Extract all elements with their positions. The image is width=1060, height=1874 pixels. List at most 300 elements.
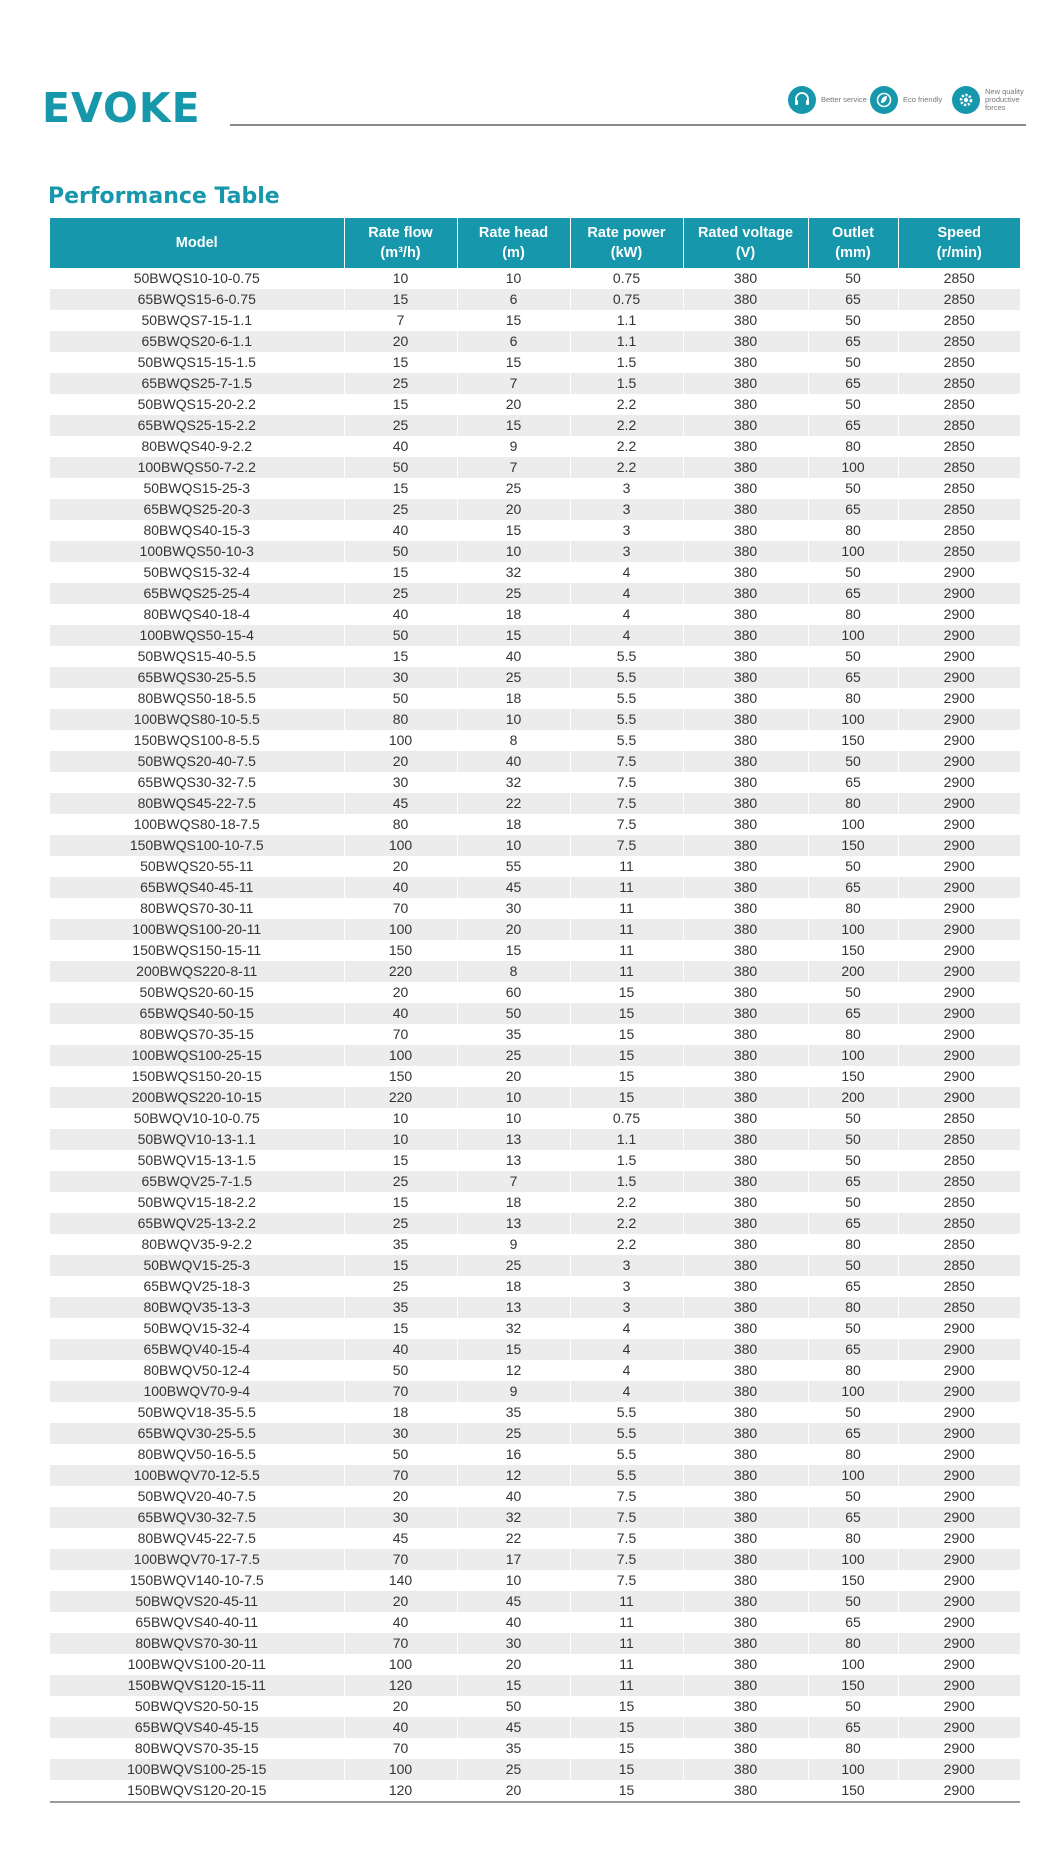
table-row	[50, 961, 1020, 982]
cell-rate-flow: 15	[344, 394, 457, 415]
cell-rated-voltage: 380	[683, 394, 808, 415]
cell-model: 50BWQV15-25-3	[50, 1255, 344, 1276]
cell-rate-flow: 70	[344, 1381, 457, 1402]
cell-rate-head: 55	[457, 856, 570, 877]
header-label: Speed	[937, 225, 981, 241]
cell-rate-power: 2.2	[570, 436, 683, 457]
cell-rate-head: 18	[457, 688, 570, 709]
cell-outlet: 100	[808, 625, 898, 646]
header-speed	[898, 218, 1020, 268]
feature-label: New quality productive forces	[985, 87, 1024, 112]
cell-rate-head: 25	[457, 1045, 570, 1066]
cell-rated-voltage: 380	[683, 1633, 808, 1654]
cell-rate-head: 50	[457, 1696, 570, 1717]
cell-rate-power: 3	[570, 1255, 683, 1276]
cell-rated-voltage: 380	[683, 331, 808, 352]
cell-rate-power: 11	[570, 940, 683, 961]
cell-speed: 2900	[898, 1591, 1020, 1612]
table-row	[50, 1192, 1020, 1213]
cell-rated-voltage: 380	[683, 289, 808, 310]
cell-outlet: 200	[808, 1087, 898, 1108]
cell-rate-power: 2.2	[570, 1192, 683, 1213]
cell-rated-voltage: 380	[683, 940, 808, 961]
cell-rated-voltage: 380	[683, 835, 808, 856]
cell-rate-head: 18	[457, 1276, 570, 1297]
cell-rate-head: 8	[457, 730, 570, 751]
table-row	[50, 1024, 1020, 1045]
cell-rate-power: 5.5	[570, 709, 683, 730]
cell-speed: 2900	[898, 856, 1020, 877]
cell-outlet: 50	[808, 352, 898, 373]
cell-rate-flow: 40	[344, 1612, 457, 1633]
cell-rate-flow: 100	[344, 1654, 457, 1675]
cell-rate-flow: 15	[344, 1255, 457, 1276]
cell-model: 65BWQV25-13-2.2	[50, 1213, 344, 1234]
header-label: Rate head	[478, 225, 549, 241]
cell-rate-power: 5.5	[570, 667, 683, 688]
cell-rate-head: 25	[457, 1423, 570, 1444]
cell-rate-head: 20	[457, 499, 570, 520]
cell-rated-voltage: 380	[683, 625, 808, 646]
cell-rate-flow: 20	[344, 1591, 457, 1612]
cell-speed: 2900	[898, 730, 1020, 751]
table-row	[50, 1654, 1020, 1675]
cell-model: 50BWQVS20-45-11	[50, 1591, 344, 1612]
cell-rate-power: 11	[570, 919, 683, 940]
feature-eco-friendly	[870, 84, 951, 116]
cell-rate-power: 7.5	[570, 751, 683, 772]
cell-rate-flow: 70	[344, 898, 457, 919]
cell-outlet: 150	[808, 835, 898, 856]
cell-speed: 2900	[898, 1549, 1020, 1570]
cell-rate-flow: 15	[344, 1150, 457, 1171]
cell-model: 80BWQS50-18-5.5	[137, 690, 256, 706]
cell-rated-voltage: 380	[683, 1759, 808, 1780]
cell-rate-flow: 150	[344, 940, 457, 961]
cell-rate-power: 5.5	[570, 1402, 683, 1423]
cell-rate-power: 7.5	[570, 1549, 683, 1570]
cell-outlet: 50	[808, 268, 898, 289]
cell-rate-flow: 70	[344, 1549, 457, 1570]
cell-rate-head: 22	[457, 1528, 570, 1549]
cell-model: 100BWQS80-18-7.5	[133, 816, 260, 832]
cell-rate-head: 20	[457, 1066, 570, 1087]
cell-model: 65BWQVS40-40-11	[135, 1614, 259, 1630]
cell-outlet: 50	[808, 1150, 898, 1171]
table-row	[50, 793, 1020, 814]
cell-rated-voltage: 380	[683, 1675, 808, 1696]
table-row	[50, 1780, 1020, 1802]
table-row	[50, 583, 1020, 604]
cell-speed: 2900	[898, 1444, 1020, 1465]
cell-outlet: 65	[808, 877, 898, 898]
cell-rate-power: 15	[570, 1738, 683, 1759]
cell-outlet: 100	[808, 1465, 898, 1486]
cell-model: 65BWQS20-6-1.1	[50, 331, 344, 352]
cell-outlet: 50	[808, 646, 898, 667]
cell-rate-flow: 40	[344, 1339, 457, 1360]
cell-rated-voltage: 380	[683, 604, 808, 625]
cell-rated-voltage: 380	[683, 415, 808, 436]
header-rate-head	[457, 218, 570, 268]
cell-rate-flow: 30	[344, 1423, 457, 1444]
cell-speed: 2900	[898, 1738, 1020, 1759]
table-row	[50, 1066, 1020, 1087]
cell-rated-voltage: 380	[683, 1318, 808, 1339]
table-row	[50, 898, 1020, 919]
cell-rate-flow: 40	[344, 436, 457, 457]
feature-label: Eco friendly	[903, 95, 943, 104]
cell-speed: 2900	[898, 1612, 1020, 1633]
table-row	[50, 436, 1020, 457]
cell-rate-flow: 15	[344, 1318, 457, 1339]
cell-model: 50BWQS15-25-3	[143, 480, 251, 496]
cell-outlet: 100	[808, 919, 898, 940]
cell-rate-flow: 70	[344, 1024, 457, 1045]
headset-icon	[788, 86, 816, 114]
cell-model: 50BWQS20-40-7.5	[50, 751, 344, 772]
cell-outlet: 50	[808, 1129, 898, 1150]
cell-outlet: 80	[808, 1633, 898, 1654]
cell-rated-voltage: 380	[683, 1549, 808, 1570]
cell-model: 50BWQS20-55-11	[140, 858, 254, 874]
header-divider	[230, 124, 1026, 126]
cell-speed: 2850	[898, 1150, 1020, 1171]
cell-rate-head: 7	[457, 1171, 570, 1192]
cell-model: 100BWQS80-10-5.5	[50, 709, 344, 730]
cell-outlet: 80	[808, 898, 898, 919]
cell-outlet: 50	[808, 478, 898, 499]
table-row	[50, 415, 1020, 436]
cell-speed: 2900	[898, 667, 1020, 688]
cell-outlet: 50	[808, 751, 898, 772]
cell-model: 100BWQVS100-25-15	[50, 1759, 344, 1780]
table-row	[50, 667, 1020, 688]
cell-rate-power: 5.5	[570, 646, 683, 667]
table-row	[50, 814, 1020, 835]
cell-rated-voltage: 380	[683, 1591, 808, 1612]
cell-model: 100BWQV70-17-7.5	[50, 1549, 344, 1570]
table-row	[50, 856, 1020, 877]
cell-rated-voltage: 380	[683, 1570, 808, 1591]
page-title: Performance Table	[48, 184, 280, 209]
table-row	[50, 373, 1020, 394]
cell-speed: 2850	[898, 1297, 1020, 1318]
cell-outlet: 65	[808, 1171, 898, 1192]
cell-rate-power: 11	[570, 1591, 683, 1612]
cell-rate-power: 15	[570, 1696, 683, 1717]
cell-rate-flow: 100	[344, 919, 457, 940]
cell-rate-flow: 25	[344, 583, 457, 604]
cell-speed: 2900	[898, 1381, 1020, 1402]
table-row	[50, 541, 1020, 562]
cell-speed: 2900	[898, 814, 1020, 835]
cell-rate-flow: 15	[344, 352, 457, 373]
header-rated-voltage	[683, 218, 808, 268]
table-row	[50, 1444, 1020, 1465]
table-row	[50, 1150, 1020, 1171]
table-row	[50, 1108, 1020, 1129]
cell-speed: 2900	[898, 1465, 1020, 1486]
cell-rate-power: 3	[570, 499, 683, 520]
cell-rate-head: 15	[457, 415, 570, 436]
cell-model: 50BWQS15-20-2.2	[137, 396, 256, 412]
table-row	[50, 625, 1020, 646]
cell-model: 50BWQV15-18-2.2	[137, 1194, 256, 1210]
cell-speed: 2900	[898, 1024, 1020, 1045]
cell-rate-head: 32	[457, 562, 570, 583]
cell-speed: 2900	[898, 1486, 1020, 1507]
cell-speed: 2850	[898, 373, 1020, 394]
feature-label: Better service	[821, 95, 867, 104]
performance-table	[50, 218, 1020, 1803]
cell-rated-voltage: 380	[683, 856, 808, 877]
cell-outlet: 150	[808, 1066, 898, 1087]
cell-rate-power: 3	[570, 541, 683, 562]
table-row	[50, 1759, 1020, 1780]
cell-outlet: 65	[808, 1276, 898, 1297]
header-unit: (kW)	[610, 245, 643, 261]
table-row	[50, 1507, 1020, 1528]
cell-rate-flow: 40	[344, 1003, 457, 1024]
table-row	[50, 1276, 1020, 1297]
table-row	[50, 1612, 1020, 1633]
header-unit: (m)	[502, 245, 525, 261]
cell-speed: 2850	[898, 1108, 1020, 1129]
cell-model: 65BWQVS40-45-15	[50, 1717, 344, 1738]
cell-rate-head: 25	[457, 583, 570, 604]
cell-rate-power: 3	[570, 478, 683, 499]
cell-rate-head: 40	[457, 1612, 570, 1633]
table-row	[50, 604, 1020, 625]
cell-rate-power: 15	[570, 1087, 683, 1108]
cell-speed: 2900	[898, 1339, 1020, 1360]
cell-rated-voltage: 380	[683, 688, 808, 709]
cell-rate-power: 11	[570, 856, 683, 877]
cell-rated-voltage: 380	[683, 310, 808, 331]
cell-outlet: 65	[808, 1717, 898, 1738]
cell-rated-voltage: 380	[683, 751, 808, 772]
cell-rate-head: 20	[457, 1780, 570, 1802]
cell-rated-voltage: 380	[683, 1486, 808, 1507]
cell-rate-flow: 20	[344, 331, 457, 352]
cell-rate-flow: 100	[344, 1759, 457, 1780]
table-row	[50, 1486, 1020, 1507]
cell-rate-flow: 40	[344, 877, 457, 898]
header-rate-power	[570, 218, 683, 268]
cell-rate-head: 60	[457, 982, 570, 1003]
table-header	[50, 218, 1020, 268]
table-row	[50, 289, 1020, 310]
cell-rate-head: 40	[457, 1486, 570, 1507]
cell-rate-flow: 100	[344, 1045, 457, 1066]
cell-rate-power: 0.75	[570, 289, 683, 310]
cell-rated-voltage: 380	[683, 457, 808, 478]
cell-rate-head: 15	[457, 1339, 570, 1360]
cell-rate-power: 7.5	[570, 835, 683, 856]
cell-rate-power: 7.5	[570, 1486, 683, 1507]
cell-speed: 2900	[898, 1780, 1020, 1802]
cell-model: 100BWQS50-15-4	[50, 625, 344, 646]
cell-rate-flow: 220	[344, 1087, 457, 1108]
cell-outlet: 80	[808, 793, 898, 814]
cell-rate-flow: 7	[344, 310, 457, 331]
cell-rated-voltage: 380	[683, 793, 808, 814]
cell-rated-voltage: 380	[683, 1360, 808, 1381]
table-row	[50, 751, 1020, 772]
cell-rate-flow: 70	[344, 1465, 457, 1486]
cell-rate-flow: 80	[344, 709, 457, 730]
cell-model: 80BWQS40-9-2.2	[141, 438, 252, 454]
table-row	[50, 1171, 1020, 1192]
cell-rate-power: 4	[570, 562, 683, 583]
cell-rate-head: 30	[457, 898, 570, 919]
cell-rate-flow: 40	[344, 1717, 457, 1738]
cell-outlet: 65	[808, 772, 898, 793]
cell-model: 65BWQS40-45-11	[50, 877, 344, 898]
cell-model: 80BWQS70-30-11	[140, 900, 254, 916]
table-row	[50, 1591, 1020, 1612]
table-row	[50, 1633, 1020, 1654]
cell-rate-flow: 20	[344, 1486, 457, 1507]
cell-rated-voltage: 380	[683, 1654, 808, 1675]
table-row	[50, 520, 1020, 541]
cell-speed: 2900	[898, 1066, 1020, 1087]
cell-model: 65BWQV25-18-3	[143, 1278, 251, 1294]
cell-outlet: 100	[808, 1759, 898, 1780]
cell-rate-flow: 50	[344, 1444, 457, 1465]
cell-rate-head: 10	[457, 541, 570, 562]
cell-speed: 2900	[898, 793, 1020, 814]
cell-rate-power: 2.2	[570, 394, 683, 415]
table-row	[50, 394, 1020, 415]
cell-rate-flow: 15	[344, 478, 457, 499]
cell-rate-head: 12	[457, 1465, 570, 1486]
cell-rated-voltage: 380	[683, 1297, 808, 1318]
cell-rate-head: 13	[457, 1297, 570, 1318]
cell-rate-head: 18	[457, 1192, 570, 1213]
cell-rate-head: 10	[457, 1108, 570, 1129]
cell-rate-head: 25	[457, 1255, 570, 1276]
cell-outlet: 100	[808, 814, 898, 835]
table-row	[50, 352, 1020, 373]
cell-outlet: 50	[808, 1108, 898, 1129]
cell-rate-power: 15	[570, 1717, 683, 1738]
cell-speed: 2900	[898, 1318, 1020, 1339]
cell-outlet: 50	[808, 982, 898, 1003]
cell-rate-flow: 150	[344, 1066, 457, 1087]
cell-speed: 2900	[898, 1759, 1020, 1780]
table-row	[50, 1465, 1020, 1486]
table-row	[50, 268, 1020, 289]
cell-rate-power: 1.1	[570, 331, 683, 352]
table-row	[50, 1738, 1020, 1759]
cell-speed: 2900	[898, 1360, 1020, 1381]
cell-model: 100BWQV70-12-5.5	[50, 1465, 344, 1486]
cell-speed: 2850	[898, 520, 1020, 541]
cell-rated-voltage: 380	[683, 1108, 808, 1129]
cell-speed: 2900	[898, 1654, 1020, 1675]
table-row	[50, 877, 1020, 898]
cell-model: 50BWQV15-13-1.5	[137, 1152, 256, 1168]
table-row	[50, 1129, 1020, 1150]
table-row	[50, 772, 1020, 793]
cell-rate-flow: 35	[344, 1234, 457, 1255]
cell-model: 65BWQS30-25-5.5	[50, 667, 344, 688]
cell-model: 50BWQV15-32-4	[143, 1320, 251, 1336]
cell-model: 65BWQV30-25-5.5	[50, 1423, 344, 1444]
table-row	[50, 478, 1020, 499]
cell-rate-flow: 70	[344, 1738, 457, 1759]
cell-rate-power: 11	[570, 1675, 683, 1696]
table-row	[50, 1003, 1020, 1024]
cell-outlet: 150	[808, 1675, 898, 1696]
cell-speed: 2900	[898, 961, 1020, 982]
header-label: Model	[175, 235, 218, 251]
cell-speed: 2900	[898, 625, 1020, 646]
cell-outlet: 50	[808, 310, 898, 331]
cell-rate-head: 15	[457, 940, 570, 961]
cell-outlet: 50	[808, 1318, 898, 1339]
cell-rate-power: 5.5	[570, 1423, 683, 1444]
table-row	[50, 1318, 1020, 1339]
cell-outlet: 80	[808, 1444, 898, 1465]
table-row	[50, 982, 1020, 1003]
cell-rate-head: 30	[457, 1633, 570, 1654]
header-rate-flow	[344, 218, 457, 268]
table-row	[50, 457, 1020, 478]
cell-rate-flow: 20	[344, 751, 457, 772]
cell-model: 50BWQVS20-50-15	[134, 1698, 259, 1714]
cell-outlet: 65	[808, 1003, 898, 1024]
table-row	[50, 1360, 1020, 1381]
table-row	[50, 688, 1020, 709]
cell-rate-power: 7.5	[570, 814, 683, 835]
cell-rate-head: 50	[457, 1003, 570, 1024]
cell-rate-head: 32	[457, 1318, 570, 1339]
cell-rated-voltage: 380	[683, 1780, 808, 1802]
cell-outlet: 80	[808, 520, 898, 541]
cell-rated-voltage: 380	[683, 1738, 808, 1759]
cell-rate-flow: 25	[344, 1276, 457, 1297]
cell-rate-flow: 40	[344, 520, 457, 541]
cell-rate-flow: 10	[344, 1108, 457, 1129]
cell-rate-power: 11	[570, 1633, 683, 1654]
cell-outlet: 100	[808, 709, 898, 730]
cell-model: 100BWQS50-10-3	[50, 541, 344, 562]
cell-speed: 2900	[898, 919, 1020, 940]
cell-speed: 2900	[898, 940, 1020, 961]
cell-rated-voltage: 380	[683, 541, 808, 562]
cell-rate-power: 15	[570, 1045, 683, 1066]
cell-rate-flow: 100	[344, 730, 457, 751]
cell-model: 65BWQS15-6-0.75	[50, 289, 344, 310]
cell-speed: 2850	[898, 1276, 1020, 1297]
brand-logo: EVOKE	[42, 84, 201, 132]
cell-outlet: 65	[808, 373, 898, 394]
cell-outlet: 150	[808, 1570, 898, 1591]
cell-speed: 2900	[898, 1087, 1020, 1108]
cell-speed: 2900	[898, 1633, 1020, 1654]
cell-outlet: 65	[808, 667, 898, 688]
cell-model: 100BWQS50-7-2.2	[50, 457, 344, 478]
cell-speed: 2900	[898, 1402, 1020, 1423]
cell-rated-voltage: 380	[683, 814, 808, 835]
cell-speed: 2900	[898, 982, 1020, 1003]
cell-rate-head: 20	[457, 1654, 570, 1675]
header-unit: (mm)	[835, 245, 871, 261]
cell-rate-power: 11	[570, 961, 683, 982]
